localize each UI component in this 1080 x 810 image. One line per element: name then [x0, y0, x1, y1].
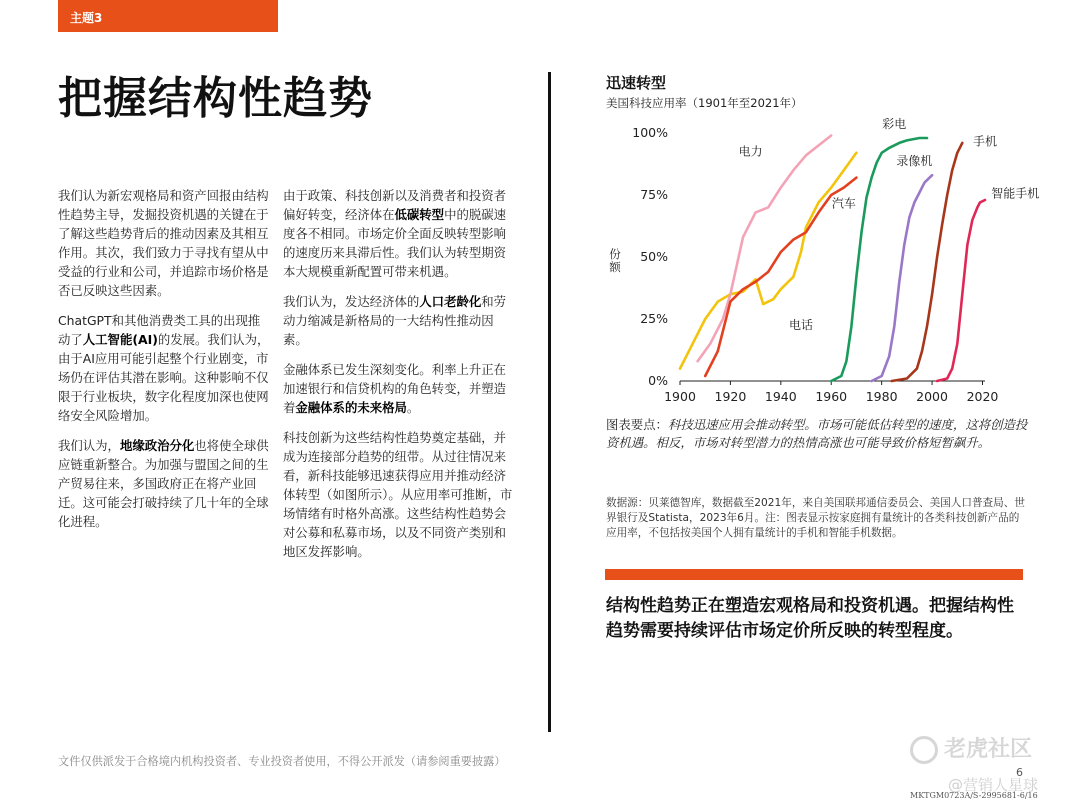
series-label: 汽车 — [831, 196, 856, 211]
chart-subtitle: 美国科技应用率（1901年至2021年） — [606, 96, 803, 110]
series-label: 彩电 — [882, 117, 907, 132]
page-number: 6 — [1016, 766, 1023, 779]
x-tick-label: 1960 — [815, 389, 848, 404]
x-tick-label: 1980 — [865, 389, 898, 404]
low-carbon-highlight: 低碳转型 — [394, 207, 445, 222]
chart-note: 图表要点：科技迅速应用会推动转型。市场可能低估转型的速度，这将创造投资机遇。相反，市场对转型潜力的热情高涨也可能导致价格短暂飙升。 — [606, 417, 1028, 450]
document-code: MKTGM0723A/S-2995681-6/16 — [910, 791, 1038, 800]
series-line — [831, 138, 927, 381]
footer-disclaimer: 文件仅供派发于合格境内机构投资者、专业投资者使用，不得公开派发（请参阅重要披露） — [58, 755, 506, 768]
left-column — [58, 186, 272, 542]
ai-highlight: 人工智能(AI) — [82, 332, 158, 347]
left-paragraph-3: 我们认为，地缘政治分化也将使全球供应链重新整合。为加强与盟国之间的生产贸易往来，多国政府正在将产业回迁。这可能会打破持续了几十年的全球化进程。 — [58, 438, 269, 529]
middle-paragraph-2: 我们认为，发达经济体的人口老龄化和劳动力缩减是新格局的一大结构性推动因素。 — [283, 294, 507, 347]
left-paragraph-2: ChatGPT和其他消费类工具的出现推动了人工智能(AI)的发展。我们认为，由于AI应用可能引起整个行业剧变，市场仍在评估其潜在影响。这种影响不仅限于行业板块，数字化程度加深也使网络安全风险增加。 — [58, 313, 270, 423]
watermark-logo-icon — [910, 736, 938, 764]
y-tick-label: 0% — [648, 373, 668, 388]
series-line — [680, 153, 856, 369]
y-tick-label: 25% — [640, 311, 668, 326]
left-paragraph-1: 我们认为新宏观格局和资产回报由结构性趋势主导，发掘投资机遇的关键在于了解这些趋势背后的推动因素及其相互作用。其次，我们致力于寻找有望从中受益的行业和公司，并追踪市场价格是否已反映这些因素。 — [58, 188, 269, 298]
series-line — [937, 200, 985, 381]
watermark-main: 老虎社区 — [910, 732, 1032, 764]
x-tick-label: 1900 — [664, 389, 696, 404]
x-tick-label: 1920 — [714, 389, 747, 404]
topic-tab-label: 主题3 — [70, 11, 103, 25]
geopolitics-highlight: 地缘政治分化 — [119, 438, 195, 453]
conclusion-text: 结构性趋势正在塑造宏观格局和投资机遇。把握结构性趋势需要持续评估市场定价所反映的转型程度。 — [606, 596, 1014, 641]
x-tick-label: 2000 — [916, 389, 948, 404]
y-axis-label: 份 — [609, 247, 621, 261]
y-tick-label: 50% — [640, 249, 668, 264]
series-label: 手机 — [972, 134, 998, 149]
middle-column — [283, 186, 515, 572]
middle-paragraph-4: 科技创新为这些结构性趋势奠定基础，并成为连接部分趋势的纽带。从过往情况来看，新科技能够迅速获得应用并推动经济体转型（如图所示）。从应用率可推断，市场情绪有时格外高涨。这些结构性趋势会对公募和私募市场，以及不同资产类别和地区发挥影响。 — [283, 430, 513, 559]
y-axis-label: 额 — [609, 260, 621, 274]
chart-note-text: 科技迅速应用会推动转型。市场可能低估转型的速度，这将创造投资机遇。相反，市场对转型潜力的热情高涨也可能导致价格短暂飙升。 — [606, 417, 1028, 450]
series-label: 电力 — [738, 144, 763, 159]
middle-paragraph-3: 金融体系已发生深刻变化。利率上升正在加速银行和信贷机构的角色转变，并塑造着金融体系的未来格局。 — [283, 362, 507, 415]
accent-bar — [605, 569, 1023, 580]
column-divider — [548, 72, 551, 732]
series-label: 智能手机 — [991, 186, 1040, 201]
x-tick-label: 2020 — [966, 389, 999, 404]
chart-title: 迅速转型 — [606, 74, 667, 92]
y-tick-label: 75% — [640, 187, 668, 202]
aging-highlight: 人口老龄化 — [419, 294, 482, 309]
adoption-line-chart — [600, 112, 1050, 408]
chart-source: 数据源：贝莱德智库，数据截至2021年，来自美国联邦通信委员会、美国人口普查局、世界银行及Statista，2023年6月。注：图表显示按家庭拥有量统计的各类科技创新产品的应用率，不包括按美国个人拥有量统计的手机和智能手机数据。 — [606, 497, 1025, 539]
watermark-sub: @营销人星球 — [948, 776, 1039, 794]
series-label: 录像机 — [896, 154, 933, 169]
series-label: 电话 — [788, 317, 813, 332]
x-tick-label: 1940 — [764, 389, 797, 404]
topic-tab — [58, 0, 278, 32]
page-title: 把握结构性趋势 — [58, 73, 373, 124]
middle-paragraph-1: 由于政策、科技创新以及消费者和投资者偏好转变，经济体在低碳转型中的脱碳速度各不相同。市场定价全面反映转型影响的速度历来具滞后性。我们认为转型期资本大规模重新配置可带来机遇。 — [283, 188, 507, 279]
y-tick-label: 100% — [632, 125, 668, 140]
finance-highlight: 金融体系的未来格局 — [295, 400, 407, 415]
